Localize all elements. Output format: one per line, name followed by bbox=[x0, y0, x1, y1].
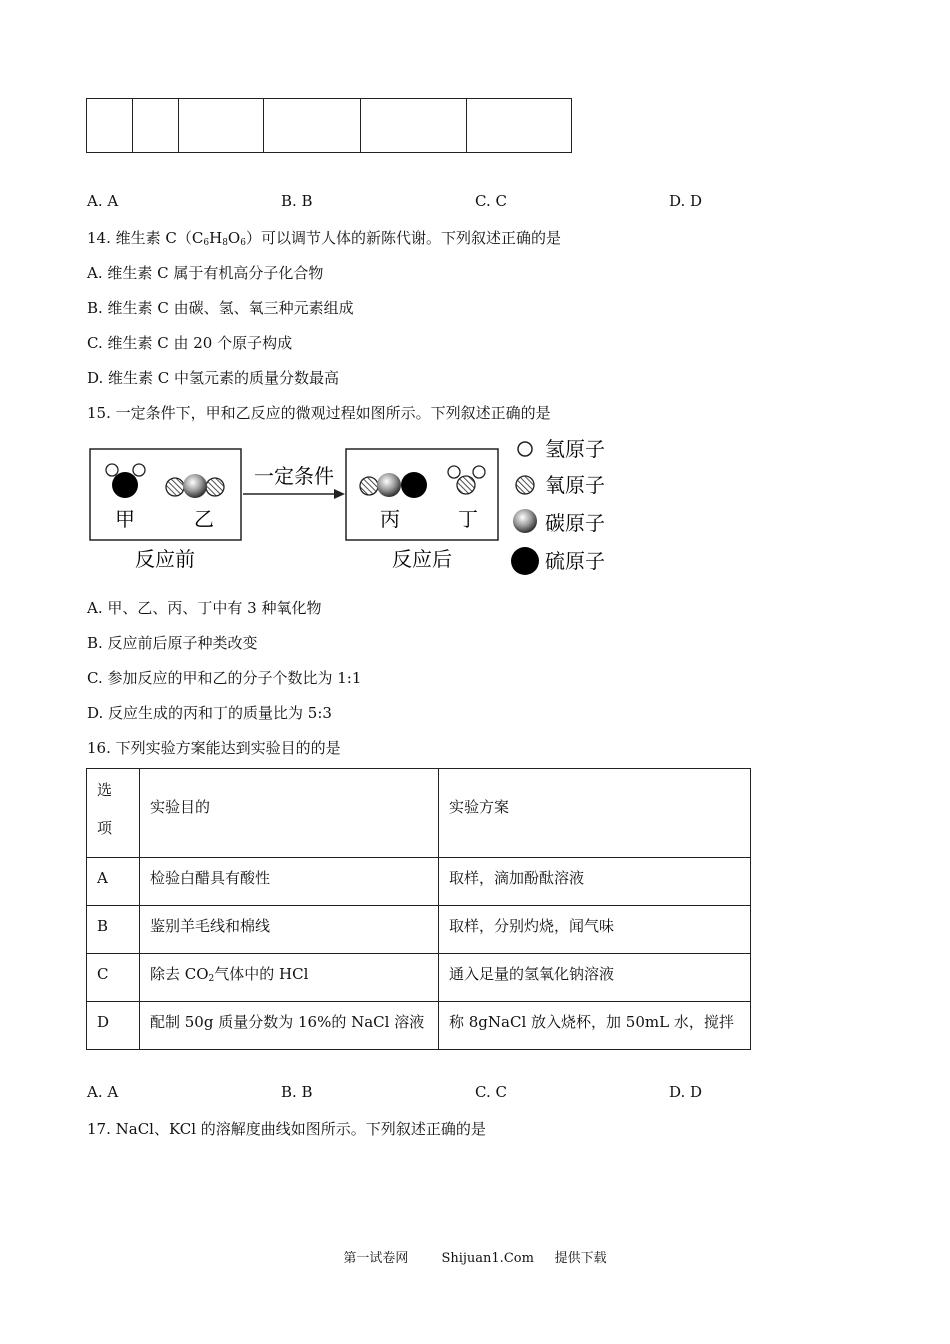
page-footer: 第一试卷网 Shijuan1.Com 提供下载 bbox=[343, 1251, 607, 1266]
q15-option-c: C. 参加反应的甲和乙的分子个数比为 1:1 bbox=[87, 669, 362, 687]
hydrogen-atom-icon bbox=[518, 442, 532, 456]
q14-option-c: C. 维生素 C 由 20 个原子构成 bbox=[87, 334, 293, 352]
q15-option-d: D. 反应生成的丙和丁的质量比为 5:3 bbox=[87, 704, 332, 722]
table-cell bbox=[467, 99, 572, 153]
header-option: 选 项 bbox=[87, 769, 140, 858]
q14-option-a: A. 维生素 C 属于有机高分子化合物 bbox=[87, 264, 324, 282]
table-row bbox=[87, 858, 751, 906]
row-goal: 检验白醋具有酸性 bbox=[140, 858, 439, 906]
row-plan: 称 8gNaCl 放入烧杯，加 50mL 水，搅拌 bbox=[439, 1002, 751, 1050]
row-goal: 鉴别羊毛线和棉线 bbox=[140, 906, 439, 954]
condition-label: 一定条件 bbox=[254, 464, 334, 488]
row-option: D bbox=[87, 1002, 140, 1050]
oxygen-atom-icon bbox=[516, 476, 534, 494]
arrow-head bbox=[334, 489, 345, 499]
row-plan: 取样，分别灼烧，闻气味 bbox=[439, 906, 751, 954]
legend bbox=[511, 437, 605, 575]
q16-option-c: C. C bbox=[475, 1083, 507, 1101]
table-cell bbox=[361, 99, 467, 153]
q16-option-b: B. B bbox=[281, 1083, 313, 1101]
label-before: 反应前 bbox=[135, 547, 195, 571]
label-jia: 甲 bbox=[115, 507, 135, 531]
row-plan: 取样，滴加酚酞溶液 bbox=[439, 858, 751, 906]
label-bing: 丙 bbox=[380, 507, 400, 531]
table-cell bbox=[133, 99, 179, 153]
molecule-jia bbox=[106, 464, 145, 498]
row-option: A bbox=[87, 858, 140, 906]
q15-option-b: B. 反应前后原子种类改变 bbox=[87, 634, 258, 652]
q13-answer-table bbox=[86, 98, 572, 153]
row-option: C bbox=[87, 954, 140, 1002]
legend-hydrogen: 氢原子 bbox=[545, 437, 605, 461]
q15-option-a: A. 甲、乙、丙、丁中有 3 种氧化物 bbox=[87, 599, 322, 617]
q16-stem: 16. 下列实验方案能达到实验目的的是 bbox=[87, 739, 341, 757]
q15-stem: 15. 一定条件下，甲和乙反应的微观过程如图所示。下列叙述正确的是 bbox=[87, 404, 551, 422]
q13-option-c: C. C bbox=[475, 192, 507, 210]
molecule-yi bbox=[166, 474, 224, 498]
q14-option-d: D. 维生素 C 中氢元素的质量分数最高 bbox=[87, 369, 340, 387]
reaction-diagram bbox=[80, 428, 625, 580]
row-goal: 配制 50g 质量分数为 16%的 NaCl 溶液 bbox=[140, 1002, 439, 1050]
q13-option-b: B. B bbox=[281, 192, 313, 210]
q17-stem: 17. NaCl、KCl 的溶解度曲线如图所示。下列叙述正确的是 bbox=[87, 1120, 486, 1138]
q16-experiment-table bbox=[86, 768, 751, 1050]
header-plan: 实验方案 bbox=[439, 769, 751, 858]
q14-stem: 14. 维生素 $C(C_6H_8O_6)$可以调节人体的新陈代谢。下列叙述正确的是 bbox=[87, 229, 561, 248]
table-cell bbox=[87, 99, 133, 153]
row-plan: 通入足量的氢氧化钠溶液 bbox=[439, 954, 751, 1002]
table-cell bbox=[179, 99, 264, 153]
q16-option-d: D. D bbox=[669, 1083, 703, 1101]
q13-option-d: D. D bbox=[669, 192, 703, 210]
label-ding: 丁 bbox=[458, 507, 478, 531]
label-yi: 乙 bbox=[194, 507, 214, 531]
row-goal: 除去 $CO_2$气体中的 HCl bbox=[140, 954, 439, 1002]
molecule-bing bbox=[360, 472, 427, 498]
q16-option-a: A. A bbox=[87, 1083, 119, 1101]
row-option: B bbox=[87, 906, 140, 954]
table-row bbox=[87, 1002, 751, 1050]
table-row bbox=[87, 954, 751, 1002]
legend-carbon: 碳原子 bbox=[545, 511, 605, 535]
q14-option-b: B. 维生素 C 由碳、氢、氧三种元素组成 bbox=[87, 299, 354, 317]
legend-sulfur: 硫原子 bbox=[545, 549, 605, 573]
table-cell bbox=[264, 99, 361, 153]
table-row bbox=[87, 906, 751, 954]
molecule-ding bbox=[448, 466, 485, 494]
header-goal: 实验目的 bbox=[140, 769, 439, 858]
q13-option-a: A. A bbox=[87, 192, 119, 210]
sulfur-atom-icon bbox=[511, 547, 539, 575]
legend-oxygen: 氧原子 bbox=[545, 473, 605, 497]
label-after: 反应后 bbox=[392, 547, 452, 571]
carbon-atom-icon bbox=[513, 509, 537, 533]
table-header-row bbox=[87, 769, 751, 858]
